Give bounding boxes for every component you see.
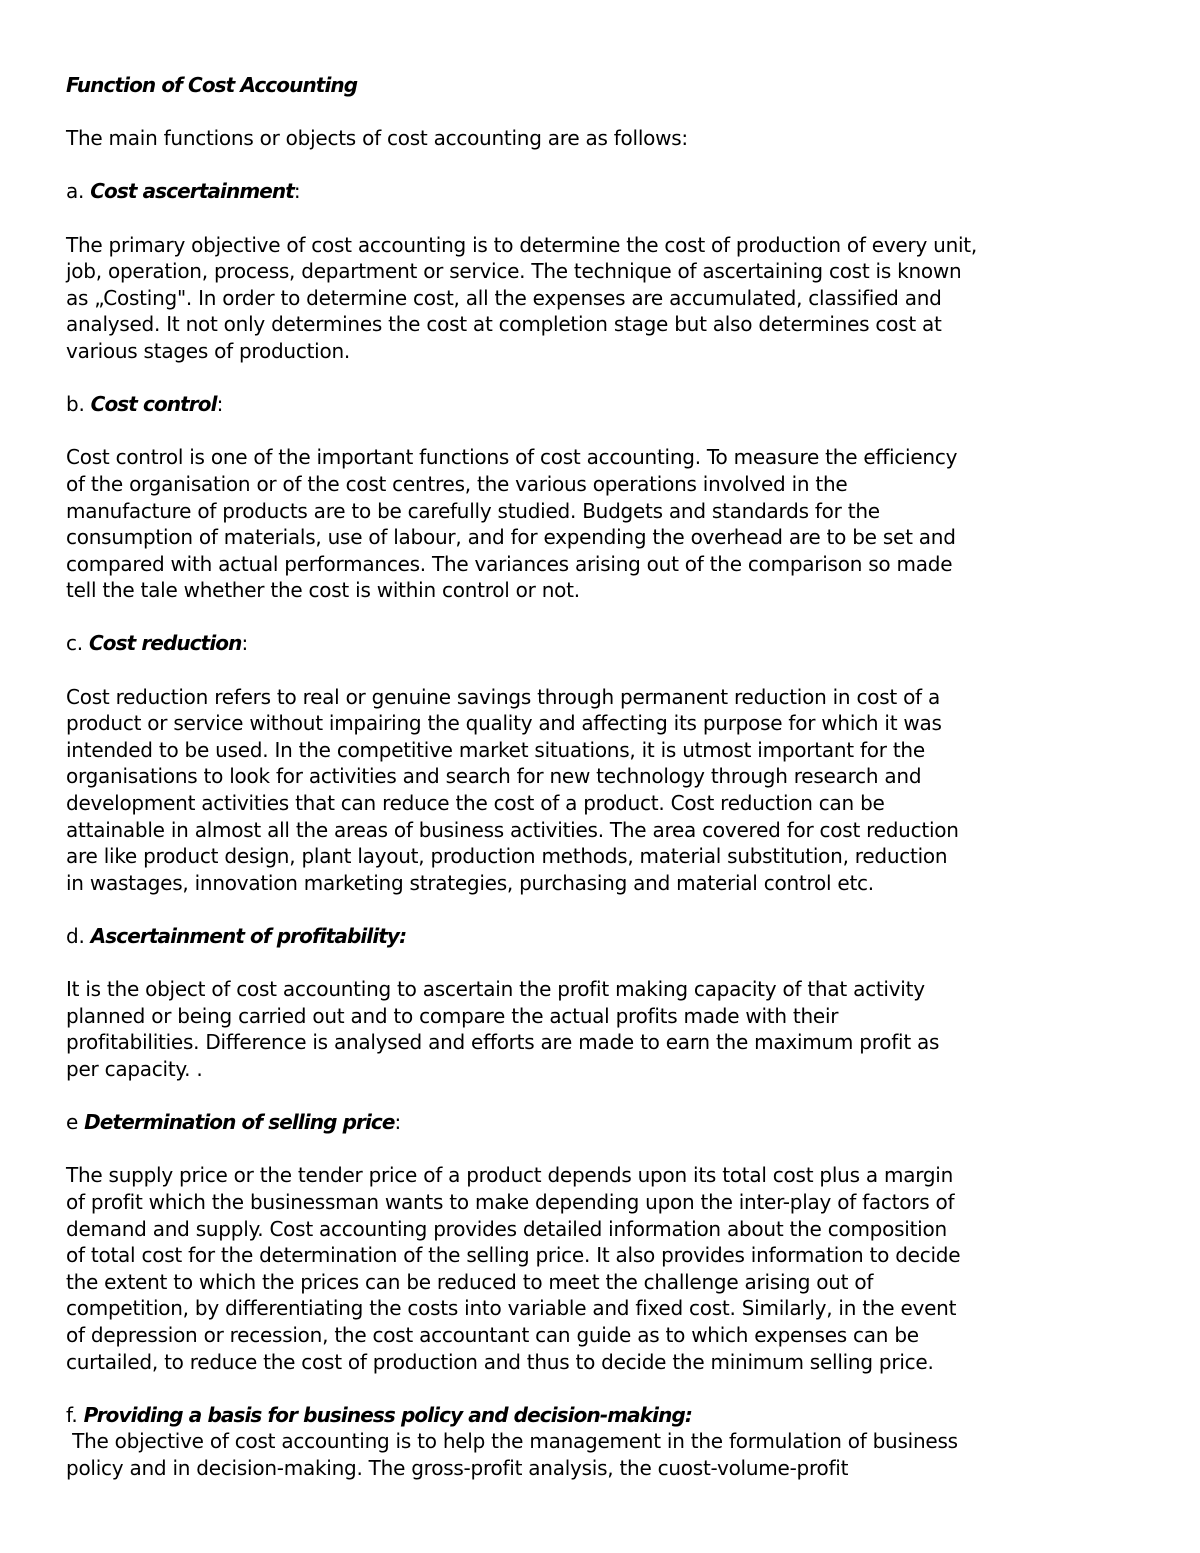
section-prefix: d. [66,924,91,948]
section-heading-c [66,630,1031,657]
section-paragraph-c [66,684,1031,897]
paragraph-line: of the organisation or of the cost centres, the various operations involved in the [66,471,848,496]
section-prefix: e [66,1110,85,1135]
paragraph-line: policy and in decision-making. The gross-profit analysis, the cuost-volume-profit [66,1455,849,1480]
section-prefix: b. [66,392,91,417]
section-prefix: c. [66,631,89,656]
paragraph-line: development activities that can reduce the cost of a product. Cost reduction can be [66,791,885,816]
paragraph-line: of profit which the businessman wants to make depending upon the inter-play of factors of [66,1189,955,1214]
section-paragraph-f [66,1428,1031,1481]
section-title: Cost control [90,392,217,417]
section-title: Cost ascertainment [90,179,294,204]
paragraph-line: It is the object of cost accounting to ascertain the profit making capacity of that activity [66,977,925,1002]
section-suffix: : [216,392,224,417]
section-heading-a [66,178,1031,205]
paragraph-line: The supply price or the tender price of a product depends upon its total cost plus a margin [66,1163,953,1188]
paragraph-line: various stages of production. [66,338,350,363]
paragraph-line: intended to be used. In the competitive market situations, it is utmost important for the [66,737,925,762]
paragraph-line: demand and supply. Cost accounting provides detailed information about the composition [66,1216,947,1241]
paragraph-line: Cost reduction refers to real or genuine savings through permanent reduction in cost of a [66,684,940,709]
paragraph-line: in wastages, innovation marketing strategies, purchasing and material control etc. [66,870,874,895]
section-heading-f [66,1402,1031,1429]
paragraph-line: as „Costing". In order to determine cost, all the expenses are accumulated, classified and [66,285,942,310]
paragraph-line: planned or being carried out and to compare the actual profits made with their [66,1003,839,1028]
paragraph-line: profitabilities. Difference is analysed and efforts are made to earn the maximum profit as [66,1030,940,1055]
section-title: Cost reduction [88,631,242,656]
document-body [66,72,1031,1508]
section-title: Determination of selling price [84,1110,395,1135]
paragraph-line: job, operation, process, department or service. The technique of ascertaining cost is known [66,259,962,284]
section-prefix: f. [66,1402,84,1427]
paragraph-line: per capacity. . [66,1056,203,1081]
section-paragraph-e [66,1162,1031,1375]
paragraph-line: of depression or recession, the cost accountant can guide as to which expenses can be [66,1322,919,1347]
section-title: Ascertainment of profitability: [90,924,407,948]
paragraph-line: the extent to which the prices can be reduced to meet the challenge arising out of [66,1269,874,1294]
paragraph-line: tell the tale whether the cost is within control or not. [66,578,580,603]
paragraph-line: competition, by differentiating the costs into variable and fixed cost. Similarly, in the event [66,1296,957,1321]
section-title: Providing a basis for business policy and decision-making: [83,1402,692,1427]
paragraph-line: compared with actual performances. The variances arising out of the comparison so made [66,551,953,576]
paragraph-line: analysed. It not only determines the cost at completion stage but also determines cost at [66,312,942,337]
paragraph-line: manufacture of products are to be carefully studied. Budgets and standards for the [66,498,880,523]
section-paragraph-d [66,976,1031,1082]
section-paragraph-b [66,444,1031,604]
section-heading-d [66,923,1031,950]
paragraph-line: of total cost for the determination of the selling price. It also provides information to decide [66,1243,961,1268]
paragraph-line: product or service without impairing the quality and affecting its purpose for which it was [66,711,942,736]
section-suffix: : [394,1110,402,1135]
section-heading-e [66,1109,1031,1136]
paragraph-line: The primary objective of cost accounting is to determine the cost of production of every unit, [66,232,978,257]
paragraph-line: The objective of cost accounting is to help the management in the formulation of business [66,1429,958,1454]
intro-paragraph: The main functions or objects of cost accounting are as follows: [66,126,688,151]
document-title: Function of Cost Accounting [66,73,358,97]
section-suffix: : [293,179,301,204]
paragraph-line: organisations to look for activities and search for new technology through research and [66,764,922,789]
section-prefix: a. [66,179,91,204]
paragraph-line: consumption of materials, use of labour, and for expending the overhead are to be set and [66,525,956,550]
section-paragraph-a [66,232,1031,365]
paragraph-line: curtailed, to reduce the cost of production and thus to decide the minimum selling price. [66,1349,934,1374]
section-suffix: : [241,631,248,656]
paragraph-line: attainable in almost all the areas of business activities. The area covered for cost reduction [66,817,959,842]
section-heading-b [66,391,1031,418]
paragraph-line: are like product design, plant layout, production methods, material substitution, reduction [66,844,948,869]
paragraph-line: Cost control is one of the important functions of cost accounting. To measure the efficiency [66,445,958,470]
